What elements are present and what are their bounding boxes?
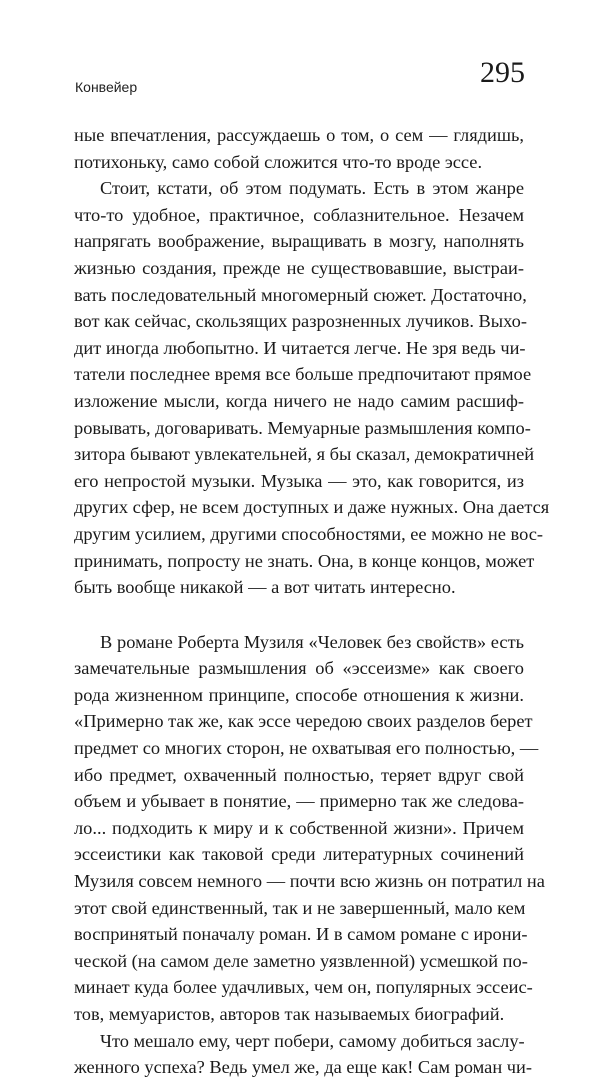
text-line: ровывать, договаривать. Мемуарные размышления компо- xyxy=(74,417,531,438)
text-line: этот свой единственный, так и не завершенный, мало кем xyxy=(74,897,526,918)
text-line: вать последовательный многомерный сюжет. Достаточно, xyxy=(74,284,527,305)
text-line: других сфер, не всем доступных и даже нужных. Она дается xyxy=(74,497,550,518)
section-break xyxy=(74,601,524,629)
text-line: напрягать воображение, выращивать в мозгу, наполнять xyxy=(74,231,524,252)
text-line: дит иногда любопытно. И читается легче. Не зря ведь чи- xyxy=(74,337,526,358)
text-line: Стоит, кстати, об этом подумать. Есть в этом жанре xyxy=(100,178,524,199)
text-line: объем и убывает в понятие, — примерно так же следова- xyxy=(74,791,524,812)
text-line: что-то удобное, практичное, соблазнительное. Незачем xyxy=(74,204,524,225)
text-line: изложение мысли, когда ничего не надо самим расшиф- xyxy=(74,390,524,411)
text-line: рода жизненном принципе, способе отношения к жизни. xyxy=(74,684,524,705)
paragraph-question xyxy=(74,1028,532,1081)
running-title: Конвейер xyxy=(75,79,138,95)
text-line: ные впечатления, рассуждаешь о том, о сем — глядишь, xyxy=(74,125,524,145)
text-line: «Примерно так же, как эссе чередою своих разделов берет xyxy=(74,711,533,732)
paragraph-essay-genre xyxy=(74,175,550,601)
text-line: вот как сейчас, скользящих разрозненных лучиков. Выхо- xyxy=(74,311,527,332)
text-line: другим усилием, другими способностями, ее можно не вос- xyxy=(74,523,544,544)
body-text xyxy=(74,122,550,1081)
text-line: В романе Роберта Музиля «Человек без свойств» есть xyxy=(100,631,524,652)
text-line: Что мешало ему, черт побери, самому добиться заслу- xyxy=(100,1030,525,1051)
text-line: ческой (на самом деле заметно уязвленной) усмешкой по- xyxy=(74,950,528,971)
text-line: замечательные размышления об «эссеизме» как своего xyxy=(74,658,524,679)
text-line: быть вообще никакой — а вот читать интересно. xyxy=(74,577,456,598)
text-line: зитора бывают увлекательней, я бы сказал, демократичней xyxy=(74,444,535,465)
text-line: принимать, попросту не знать. Она, в конце концов, может xyxy=(74,550,535,571)
text-line: потихоньку, само собой сложится что-то вроде эссе. xyxy=(74,151,483,172)
page-number: 295 xyxy=(480,56,525,89)
text-line: татели последнее время все больше предпочитают прямое xyxy=(74,364,532,385)
text-line: его непростой музыки. Музыка — это, как говорится, из xyxy=(74,470,524,491)
text-line: женного успеха? Ведь умел же, да еще как! Сам роман чи- xyxy=(74,1057,532,1078)
text-line: ло... подходить к миру и к собственной жизни». Причем xyxy=(74,817,524,838)
text-line: ибо предмет, охваченный полностью, теряет вдруг свой xyxy=(74,764,524,785)
text-line: воспринятый поначалу роман. И в самом романе с ирони- xyxy=(74,924,528,945)
text-line: жизнью создания, прежде не существовавшие, выстраи- xyxy=(74,257,524,278)
text-line: тов, мемуаристов, авторов так называемых биографий. xyxy=(74,1004,505,1024)
text-line: Музиля совсем немного — почти всю жизнь он потратил на xyxy=(74,871,545,892)
text-line: эссеистики как таковой среди литературных сочинений xyxy=(74,844,524,865)
text-line: предмет со многих сторон, не охватывая его полностью, — xyxy=(74,738,539,759)
text-line: минает куда более удачливых, чем он, популярных эссеис- xyxy=(74,977,533,998)
paragraph-continuation xyxy=(74,122,524,175)
